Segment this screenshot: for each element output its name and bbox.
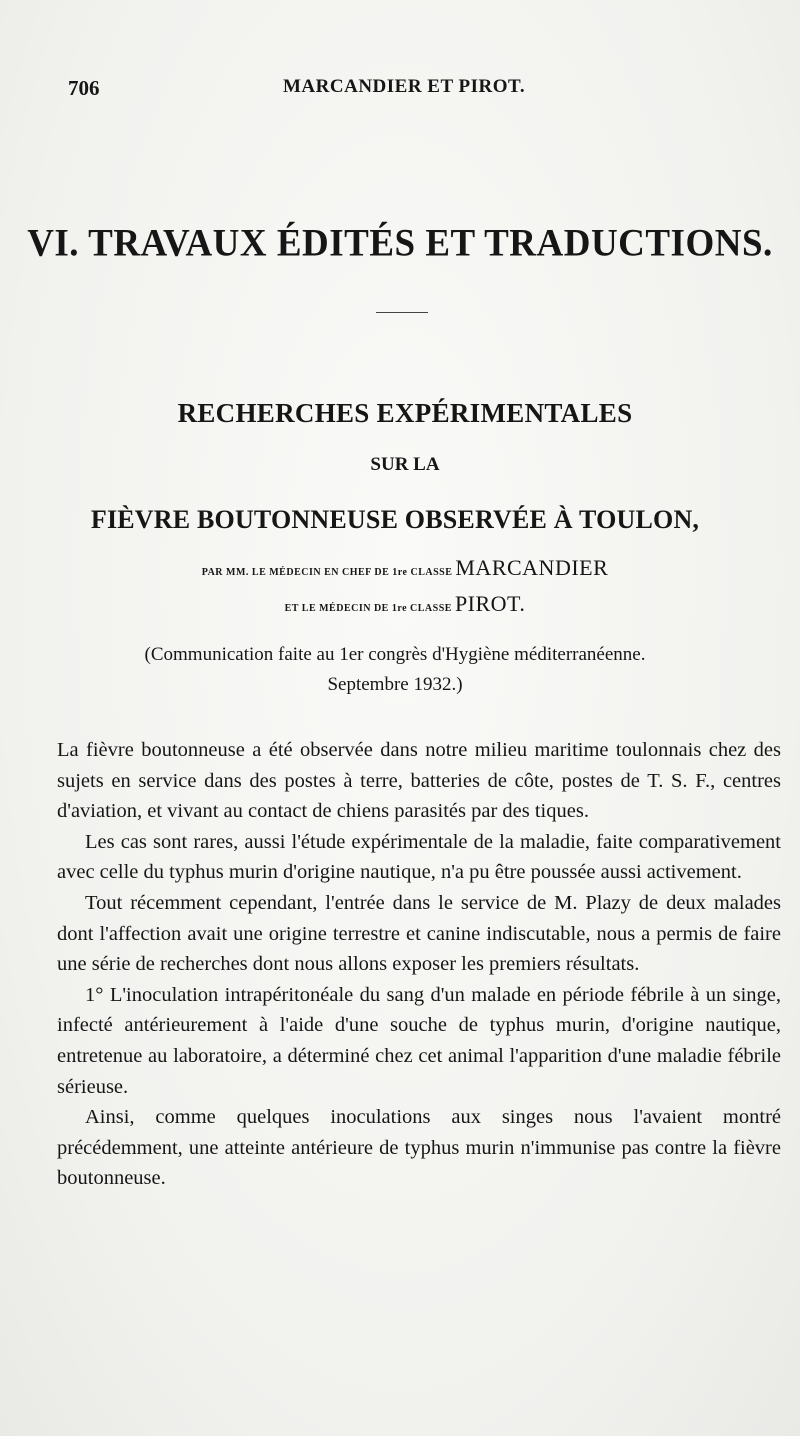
body-text: [57, 735, 781, 1194]
byline-second-author: [0, 591, 800, 617]
page-header: [68, 76, 668, 104]
author-name: MARCANDIER: [455, 555, 609, 580]
article-title-line-1: RECHERCHES EXPÉRIMENTALES: [177, 398, 633, 428]
communication-line-2: Septembre 1932.): [327, 674, 463, 695]
divider-rule: [376, 312, 428, 313]
paragraph: Tout récemment cependant, l'entrée dans le service de M. Plazy de deux malades dont l'affection avait une origine terrestre et canine indiscutable, nous a permis de faire une série de recherches dont nous allons exposer les premiers résultats.: [57, 891, 781, 976]
byline-prefix: PAR MM. LE MÉDECIN EN CHEF DE 1re CLASSE: [201, 567, 453, 578]
running-head: MARCANDIER ET PIROT.: [283, 76, 526, 97]
byline-first-author: [0, 555, 800, 581]
paragraph: 1° L'inoculation intrapéritonéale du sang d'un malade en période fébrile à un singe, infecté antérieurement à l'aide d'une souche de typhus murin, d'origine nautique, entretenue au laboratoire, a déterminé chez cet animal l'apparition d'une maladie fébrile sérieuse.: [57, 983, 781, 1098]
byline-prefix: ET LE MÉDECIN DE 1re CLASSE: [284, 603, 452, 614]
author-name: PIROT.: [454, 591, 526, 616]
article-title-line-2: SUR LA: [370, 454, 440, 475]
section-title: VI. TRAVAUX ÉDITÉS ET TRADUCTIONS.: [27, 221, 773, 266]
article-title-line-3: FIÈVRE BOUTONNEUSE OBSERVÉE À TOULON,: [90, 505, 700, 534]
page-number: 706: [68, 76, 100, 100]
communication-line-1: (Communication faite au 1er congrès d'Hygiène méditerranéenne.: [144, 644, 646, 665]
communication-note: [0, 640, 790, 700]
paragraph: La fièvre boutonneuse a été observée dans notre milieu maritime toulonnais chez des sujets en service dans des postes à terre, batteries de côte, postes de T. S. F., centres d'aviation, et vivant au contact de chiens parasités par des tiques.: [57, 739, 781, 823]
paragraph: Ainsi, comme quelques inoculations aux singes nous l'avaient montré précédemment, une atteinte antérieure de typhus murin n'immunise pas contre la fièvre boutonneuse.: [57, 1106, 781, 1190]
paragraph: Les cas sont rares, aussi l'étude expérimentale de la maladie, faite comparativement avec celle du typhus murin d'origine nautique, n'a pu être poussée aussi activement.: [57, 830, 781, 884]
